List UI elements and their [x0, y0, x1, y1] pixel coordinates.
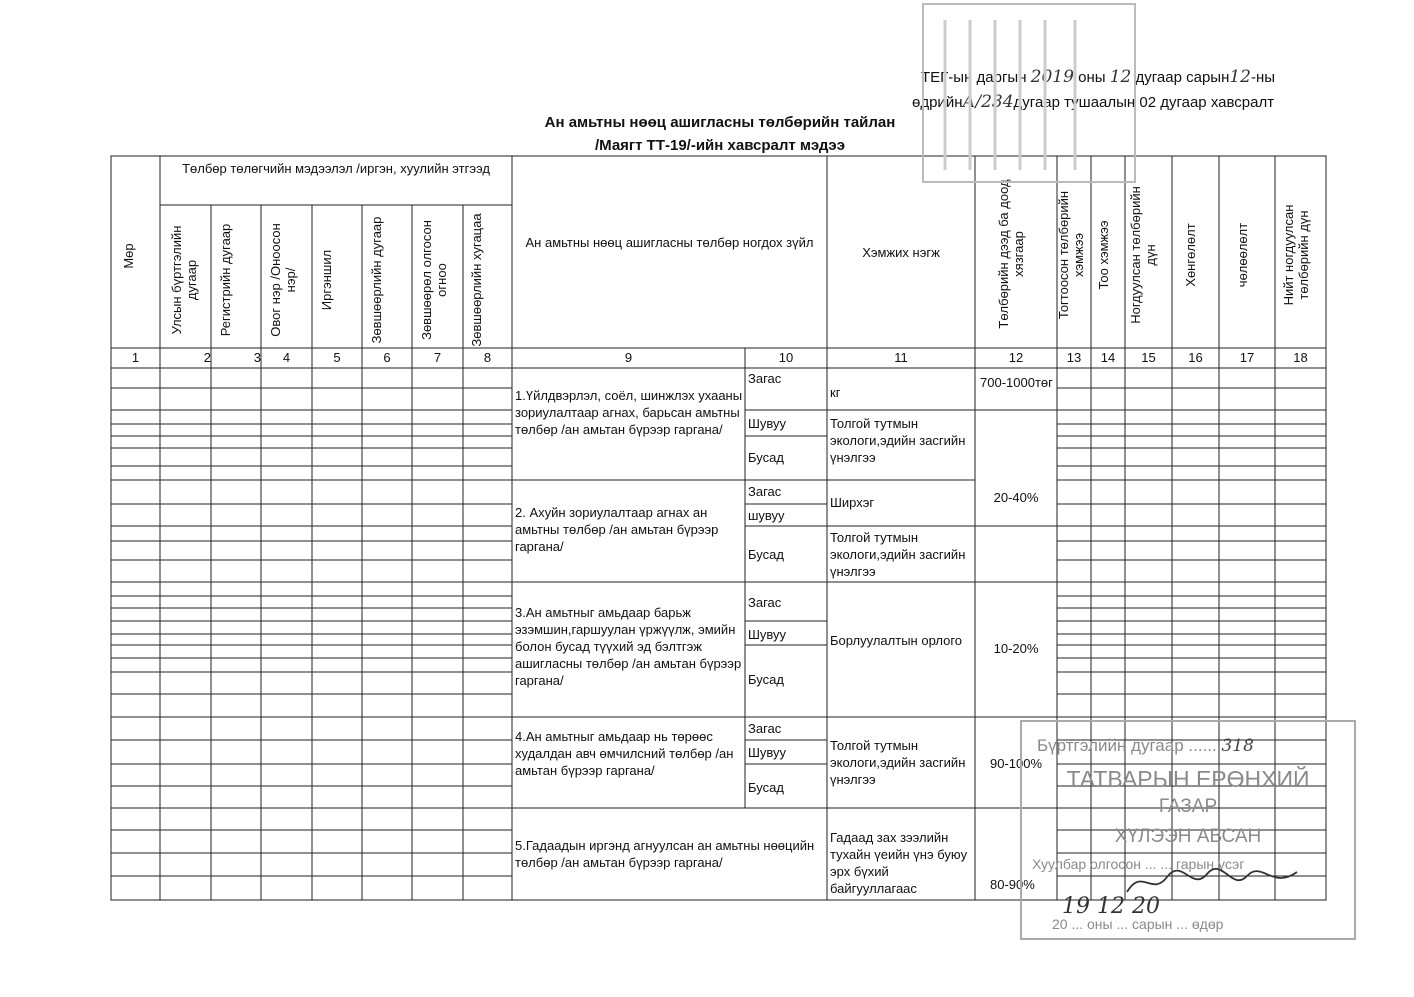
col-number: 14 — [1100, 350, 1116, 365]
handwritten-month: 12 — [1109, 67, 1132, 87]
section-1-type-fish: Загас — [748, 371, 782, 386]
col-number: 2 — [203, 350, 211, 365]
col-number: 1 — [131, 350, 140, 365]
col-header-ovog: Овог нэр /Оноосон нэр/ — [268, 223, 298, 337]
col-header-register: Регистрийн дугаар — [218, 223, 233, 337]
col-number: 7 — [433, 350, 442, 365]
col-header-nogduulsan: Ногдуулсан төлбөрийн дүн — [1128, 186, 1158, 324]
stamp-org-line1: ТАТВАРЫН ЕРӨНХИЙ — [1066, 766, 1310, 792]
section-4-type-bird: Шувуу — [748, 745, 787, 760]
section-3-unit: Борлуулалтын орлого — [830, 633, 962, 648]
col-header-zevsh-ognoo: Зөвшөөрөл олгосон огноо — [419, 220, 449, 340]
signature-icon — [1122, 862, 1302, 902]
col-number: 17 — [1239, 350, 1255, 365]
stamp-date-line: 20 ... оны ... сарын ... өдөр — [1052, 916, 1224, 932]
section-4-range: 90-100% — [990, 756, 1043, 771]
col-header-too: Тоо хэмжээ — [1096, 220, 1111, 290]
report-subtitle: /Маягт ТТ-19/-ийн хавсралт мэдээ — [594, 137, 846, 154]
registration-stamp — [1020, 720, 1356, 940]
section-4-type-fish: Загас — [748, 721, 782, 736]
order-appendix-label: дугаар тушаалын 02 дугаар хавсралт — [1013, 94, 1275, 111]
section-1-unit-kg: кг — [830, 385, 841, 400]
col-number: 8 — [483, 350, 492, 365]
handwritten-day: 12 — [1229, 67, 1251, 87]
col-number: 11 — [894, 350, 908, 365]
stamp-reg-label: Бүртгэлийн дугаар ...... 318 — [1037, 736, 1254, 756]
section-2-unit-valuation: Толгой тутмын экологи,эдийн засгийн үнэлгээ — [830, 530, 966, 579]
section-1-range: 700-1000төг — [980, 375, 1053, 390]
stamp-reg-value: 318 — [1221, 736, 1254, 756]
col-header-dood: Төлбөрийн дээд ба доод хязгаар — [996, 179, 1026, 329]
col-header-togtoosn: Тогтоосон төлбөрийн хэмжээ — [1056, 190, 1086, 320]
section-4-item: 4.Ан амьтныг амьдаар нь төрөөс худалдан авч өмчилсний төлбөр /ан амьтан бүрээр гаргана/ — [515, 729, 734, 778]
section-1-unit-valuation: Толгой тутмын экологи,эдийн засгийн үнэлгээ — [830, 416, 966, 465]
order-month-label: дугаар сарын — [1135, 69, 1230, 86]
col-number: 6 — [383, 350, 391, 365]
col-header-zevsh-dugaar: Зөвшөөрлийн дугаар — [369, 216, 384, 344]
section-4-unit: Толгой тутмын экологи,эдийн засгийн үнэлгээ — [830, 738, 966, 787]
col-number: 18 — [1293, 350, 1308, 365]
col-number: 13 — [1066, 350, 1082, 365]
col-header-niit: Нийт ногдуулсан төлбөрийн дүн — [1281, 204, 1311, 306]
stamp-copy-line: Хуулбар олгосон ... ... гарын үсэг — [1032, 856, 1245, 872]
section-2-item: 2. Ахуйн зориулалтаар агнах ан амьтны төлбөр /ан амьтан бүрээр гаргана/ — [515, 505, 719, 554]
report-title: Ан амьтны нөөц ашигласны төлбөрийн тайлан — [544, 114, 896, 131]
section-1-2-range: 20-40% — [993, 490, 1039, 505]
order-year-label: оны — [1078, 69, 1106, 86]
col-number: 9 — [624, 350, 633, 365]
section-5-unit: Гадаад зах зээлийн тухайн үеийн үнэ буюу эрх бүхий байгууллагаас — [830, 830, 968, 896]
stamp-handwritten-date: 19 12 20 — [1062, 894, 1160, 919]
section-1-type-other: Бусад — [748, 450, 784, 465]
order-day-label: өдрийн — [912, 94, 963, 111]
section-5-range: 80-90% — [990, 877, 1035, 892]
col-number: 16 — [1188, 350, 1203, 365]
col-number: 3 — [253, 350, 261, 365]
col-header-irgenshil: Иргэншил — [319, 249, 334, 311]
faded-stamp-top — [915, 0, 1145, 190]
col-header-ulsyn: Улсын бүртгэлийн дугаар — [169, 225, 199, 335]
col-header-hongololt: Хөнгөлөлт — [1183, 223, 1198, 287]
col-header-zuil: Ан амьтны нөөц ашигласны төлбөр ногдох зүйл — [525, 235, 814, 250]
col-header-mor: Мөр — [121, 243, 136, 269]
handwritten-year: 2019 — [1030, 67, 1074, 87]
section-2-unit-piece: Ширхэг — [830, 495, 875, 510]
section-1-type-bird: Шувуу — [748, 416, 787, 431]
col-number: 15 — [1141, 350, 1156, 365]
col-header-choloolot: чөлөөлөлт — [1235, 222, 1250, 288]
section-2-type-fish: Загас — [748, 484, 782, 499]
section-3-range: 10-20% — [993, 641, 1039, 656]
col-header-zevsh-hugatsaa: Зөвшөөрлийн хугацаа — [469, 213, 484, 347]
section-2-type-bird: шувуу — [748, 508, 785, 523]
order-label: ТЕГ-ын даргын — [921, 69, 1027, 86]
section-3-type-other: Бусад — [748, 672, 784, 687]
col-header-hemjih: Хэмжих нэгж — [862, 245, 940, 260]
stamp-received: ХҮЛЭЭН АВСАН — [1114, 826, 1262, 847]
section-2-type-other: Бусад — [748, 547, 784, 562]
section-3-type-fish: Загас — [748, 595, 782, 610]
col-number: 12 — [1008, 350, 1024, 365]
payer-info-group-header: Төлбөр төлөгчийн мэдээлэл /иргэн, хуулийн этгээд — [182, 161, 490, 176]
col-number: 4 — [282, 350, 291, 365]
section-3-type-bird: Шувуу — [748, 627, 787, 642]
handwritten-order-number: А/234 — [962, 92, 1014, 112]
stamp-reg-text: Бүртгэлийн дугаар — [1037, 736, 1184, 755]
stamp-org-line2: ГАЗАР — [1158, 796, 1218, 817]
section-5-item: 5.Гадаадын иргэнд агнуулсан ан амьтны нөөцийн төлбөр /ан амьтан бүрээр гаргана/ — [515, 838, 815, 870]
col-number: 5 — [333, 350, 341, 365]
section-4-type-other: Бусад — [748, 780, 784, 795]
section-3-item: 3.Ан амьтныг амьдаар барьж эзэмшин,гаршуулан үржүүлж, эмийн болон бусад түүхий эд бэлтгэж ашигласны төлбөр /ан амьтан бүрээр гаргана/ — [515, 605, 742, 688]
order-day-suffix: -ны — [1251, 69, 1276, 86]
section-1-item: 1.Үйлдвэрлэл, соёл, шинжлэх ухааны зориулалтаар агнах, барьсан амьтны төлбөр /ан амьтан бүрээр гаргана/ — [515, 388, 743, 437]
col-number: 10 — [778, 350, 794, 365]
